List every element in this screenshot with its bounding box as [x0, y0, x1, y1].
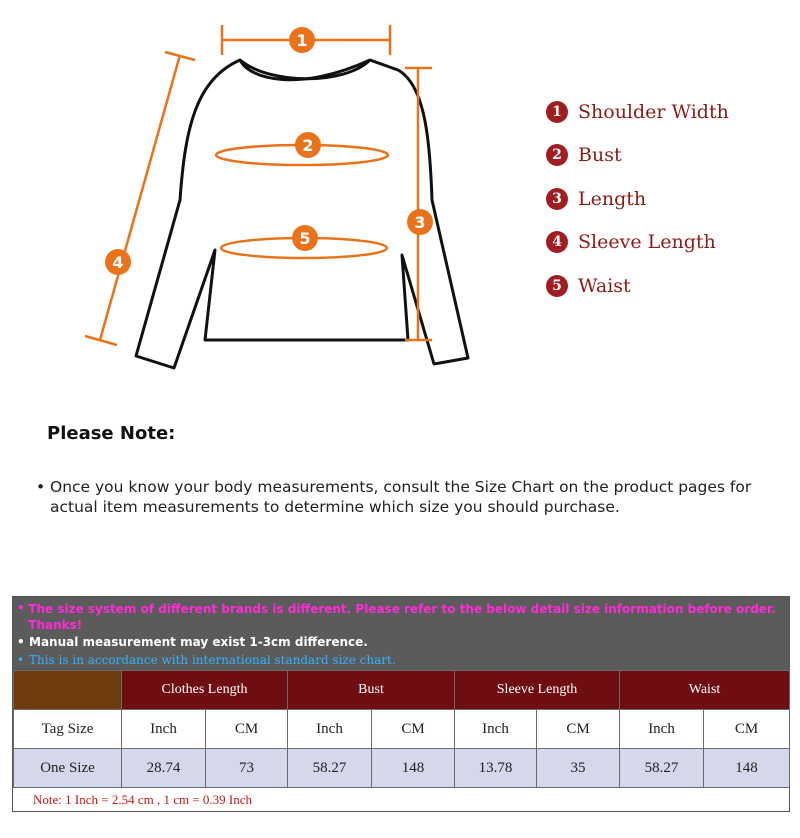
legend-item-waist [546, 264, 729, 308]
header-bust: Bust [288, 671, 455, 710]
legend-number: 2 [546, 144, 568, 166]
size-chart [12, 596, 790, 812]
legend-item-shoulder-width [546, 90, 729, 134]
legend-label: Length [578, 187, 647, 210]
legend-number: 3 [546, 188, 568, 210]
size-table [13, 670, 790, 788]
size-info-panel [13, 597, 789, 670]
bullet-icon: • [17, 653, 25, 667]
bullet-icon: • [17, 601, 25, 615]
value-cell: 58.27 [620, 749, 704, 788]
unit-cell: Inch [122, 710, 206, 749]
legend-item-sleeve-length [546, 221, 729, 265]
legend-item-length [546, 177, 729, 221]
marker-5 [292, 225, 318, 251]
legend-number: 5 [546, 275, 568, 297]
unit-cell: CM [372, 710, 455, 749]
legend-label: Waist [578, 274, 631, 297]
value-cell: 148 [372, 749, 455, 788]
legend-label: Shoulder Width [578, 100, 729, 123]
marker-2 [295, 132, 321, 158]
svg-text:2: 2 [302, 136, 314, 155]
legend-number: 4 [546, 231, 568, 253]
marker-4 [105, 249, 131, 275]
info-line-2: • Manual measurement may exist 1-3cm difference. [17, 635, 368, 649]
info-line-3: • This is in accordance with international standard size chart. [17, 653, 396, 667]
legend-label: Bust [578, 144, 622, 167]
measurement-legend [546, 90, 729, 308]
value-cell: 28.74 [122, 749, 206, 788]
info-line-1: • The size system of different brands is different. Please refer to the below detail size information before order. Thanks! [17, 601, 776, 632]
unit-cell: CM [537, 710, 620, 749]
conversion-note: Note: 1 Inch = 2.54 cm , 1 cm = 0.39 Inch [33, 792, 253, 807]
unit-cell: CM [704, 710, 790, 749]
unit-cell: Inch [288, 710, 372, 749]
size-label: One Size [14, 749, 122, 788]
note-text: Once you know your body measurements, consult the Size Chart on the product pages for actual item measurements to determine which size you should purchase. [50, 478, 752, 516]
svg-text:3: 3 [414, 213, 426, 232]
value-cell: 58.27 [288, 749, 372, 788]
table-header-row [14, 671, 790, 710]
unit-cell: Inch [455, 710, 537, 749]
marker-1 [289, 27, 315, 53]
table-row [14, 710, 790, 749]
value-cell: 148 [704, 749, 790, 788]
note-title: Please Note: [47, 423, 176, 444]
header-corner [14, 671, 122, 710]
header-clothes-length: Clothes Length [122, 671, 288, 710]
unit-cell: Inch [620, 710, 704, 749]
svg-text:4: 4 [112, 253, 124, 272]
value-cell: 35 [537, 749, 620, 788]
svg-text:5: 5 [299, 229, 311, 248]
value-cell: 13.78 [455, 749, 537, 788]
header-waist: Waist [620, 671, 790, 710]
header-sleeve-length: Sleeve Length [455, 671, 620, 710]
bullet-icon: • [17, 635, 25, 649]
unit-cell: CM [206, 710, 288, 749]
marker-3 [407, 209, 433, 235]
value-cell: 73 [206, 749, 288, 788]
legend-label: Sleeve Length [578, 231, 716, 254]
legend-item-bust [546, 134, 729, 178]
tag-size-label: Tag Size [14, 710, 122, 749]
note-body [36, 477, 776, 517]
svg-text:1: 1 [296, 31, 308, 50]
bullet-icon: • [36, 478, 46, 496]
legend-number: 1 [546, 101, 568, 123]
table-row [14, 749, 790, 788]
